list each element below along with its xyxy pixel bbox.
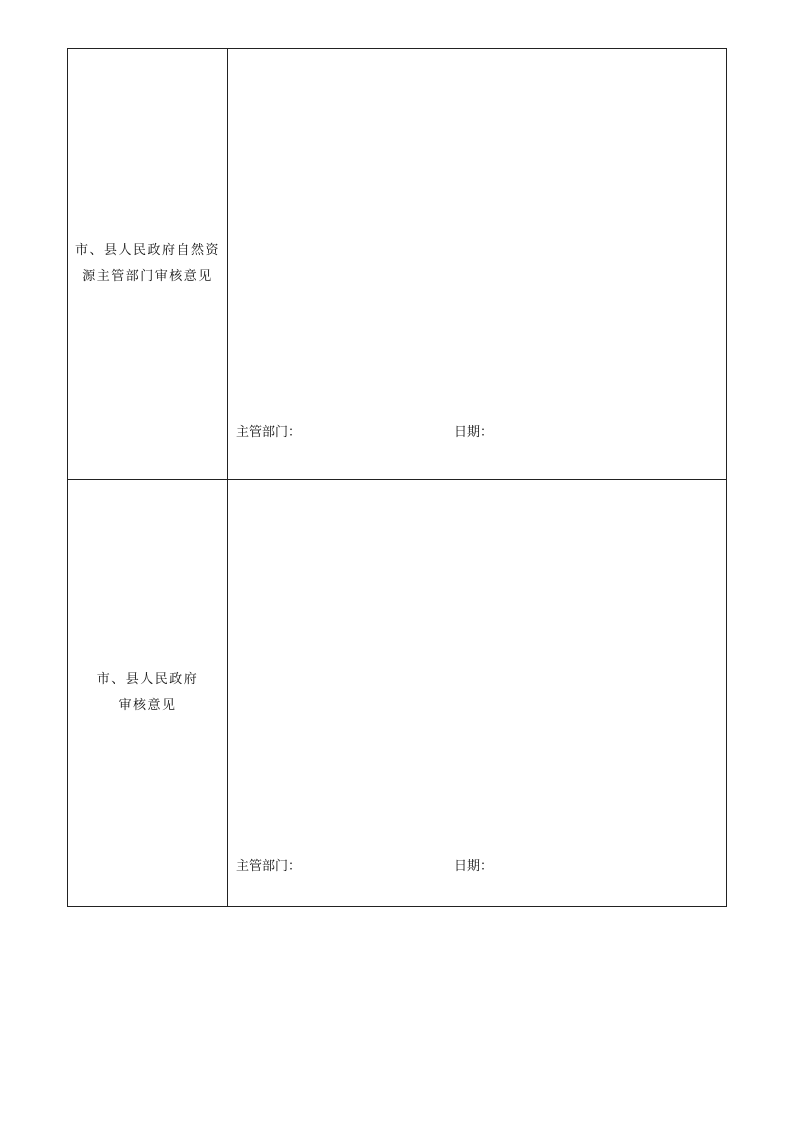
row-label [75, 238, 220, 290]
review-form-table [67, 48, 727, 907]
review-opinion-field[interactable] [228, 49, 726, 479]
natural-resources-review-row [68, 49, 726, 480]
row-label-line: 源主管部门审核意见 [82, 269, 213, 284]
row-label-cell [68, 49, 228, 479]
dept-signature-label: 主管部门： [236, 425, 302, 440]
row-label-line: 市、县人民政府自然资 [74, 243, 220, 258]
date-label: 日期： [454, 425, 494, 440]
row-label-cell [68, 480, 228, 906]
row-label [97, 667, 199, 719]
review-opinion-field[interactable] [228, 480, 726, 906]
row-label-line: 市、县人民政府 [96, 672, 199, 687]
date-label: 日期： [454, 859, 494, 874]
dept-signature-label: 主管部门： [236, 859, 302, 874]
row-label-line: 审核意见 [118, 698, 177, 713]
government-review-row [68, 480, 726, 906]
